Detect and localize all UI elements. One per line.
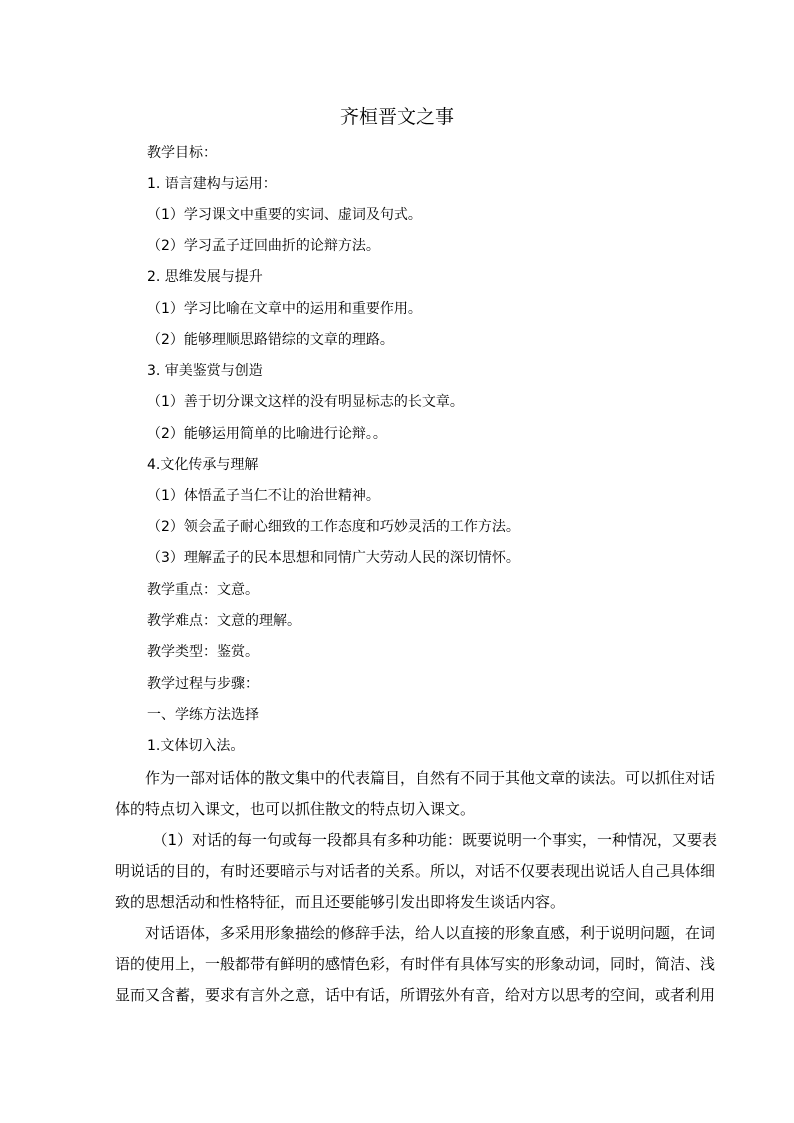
text-line: 3. 审美鉴赏与创造 — [147, 363, 263, 379]
text-line: 教学难点：文意的理解。 — [147, 613, 301, 629]
text-line: 教学类型：鉴赏。 — [147, 644, 259, 660]
text-line: 一、学练方法选择 — [147, 707, 259, 723]
paragraph-line: 对话语体，多采用形象描绘的修辞手法，给人以直接的形象直感，利于说明问题，在词 — [115, 924, 716, 942]
text-line: （2）能够理顺思路错综的文章的理路。 — [147, 332, 394, 348]
text-line: 1.文体切入法。 — [147, 738, 245, 754]
document-title: 齐桓晋文之事 — [339, 106, 454, 128]
text-line: （1）学习课文中重要的实词、虚词及句式。 — [147, 207, 422, 223]
text-line: （2）学习孟子迂回曲折的论辩方法。 — [147, 238, 380, 254]
text-line: （3）理解孟子的民本思想和同情广大劳动人民的深切情怀。 — [147, 550, 520, 566]
text-line: 1. 语言建构与运用： — [147, 176, 277, 192]
paragraph-line: （1）对话的每一句或每一段都具有多种功能：既要说明一个事实，一种情况，又要表 — [115, 831, 718, 849]
text-line: 教学过程与步骤： — [147, 676, 259, 692]
paragraph-line: 作为一部对话体的散文集中的代表篇目，自然有不同于其他文章的读法。可以抓住对话 — [115, 769, 716, 787]
text-line: （1）善于切分课文这样的没有明显标志的长文章。 — [147, 394, 464, 410]
text-line: （1）体悟孟子当仁不让的治世精神。 — [147, 488, 380, 504]
paragraph-line: 显而又含蓄，要求有言外之意，话中有话，所谓弦外有音，给对方以思考的空间，或者利用 — [115, 986, 716, 1004]
text-line: 4.文化传承与理解 — [147, 457, 259, 473]
paragraph-line: 明说话的目的，有时还要暗示与对话者的关系。所以，对话不仅要表现出说话人自己具体细 — [115, 862, 716, 880]
text-line: 2. 思维发展与提升 — [147, 269, 263, 285]
text-line: （1）学习比喻在文章中的运用和重要作用。 — [147, 301, 422, 317]
text-line: 教学目标： — [147, 145, 217, 161]
text-line: （2）能够运用简单的比喻进行论辩。。 — [147, 426, 387, 442]
paragraph-line: 致的思想活动和性格特征，而且还要能够引发出即将发生谈话内容。 — [115, 893, 566, 911]
text-line: （2）领会孟子耐心细致的工作态度和巧妙灵活的工作方法。 — [147, 519, 520, 535]
text-line: 教学重点：文意。 — [147, 582, 259, 598]
paragraph-line: 体的特点切入课文，也可以抓住散文的特点切入课文。 — [115, 800, 476, 818]
paragraph-line: 语的使用上，一般都带有鲜明的感情色彩，有时伴有具体写实的形象动词，同时，简洁、浅 — [115, 955, 716, 973]
